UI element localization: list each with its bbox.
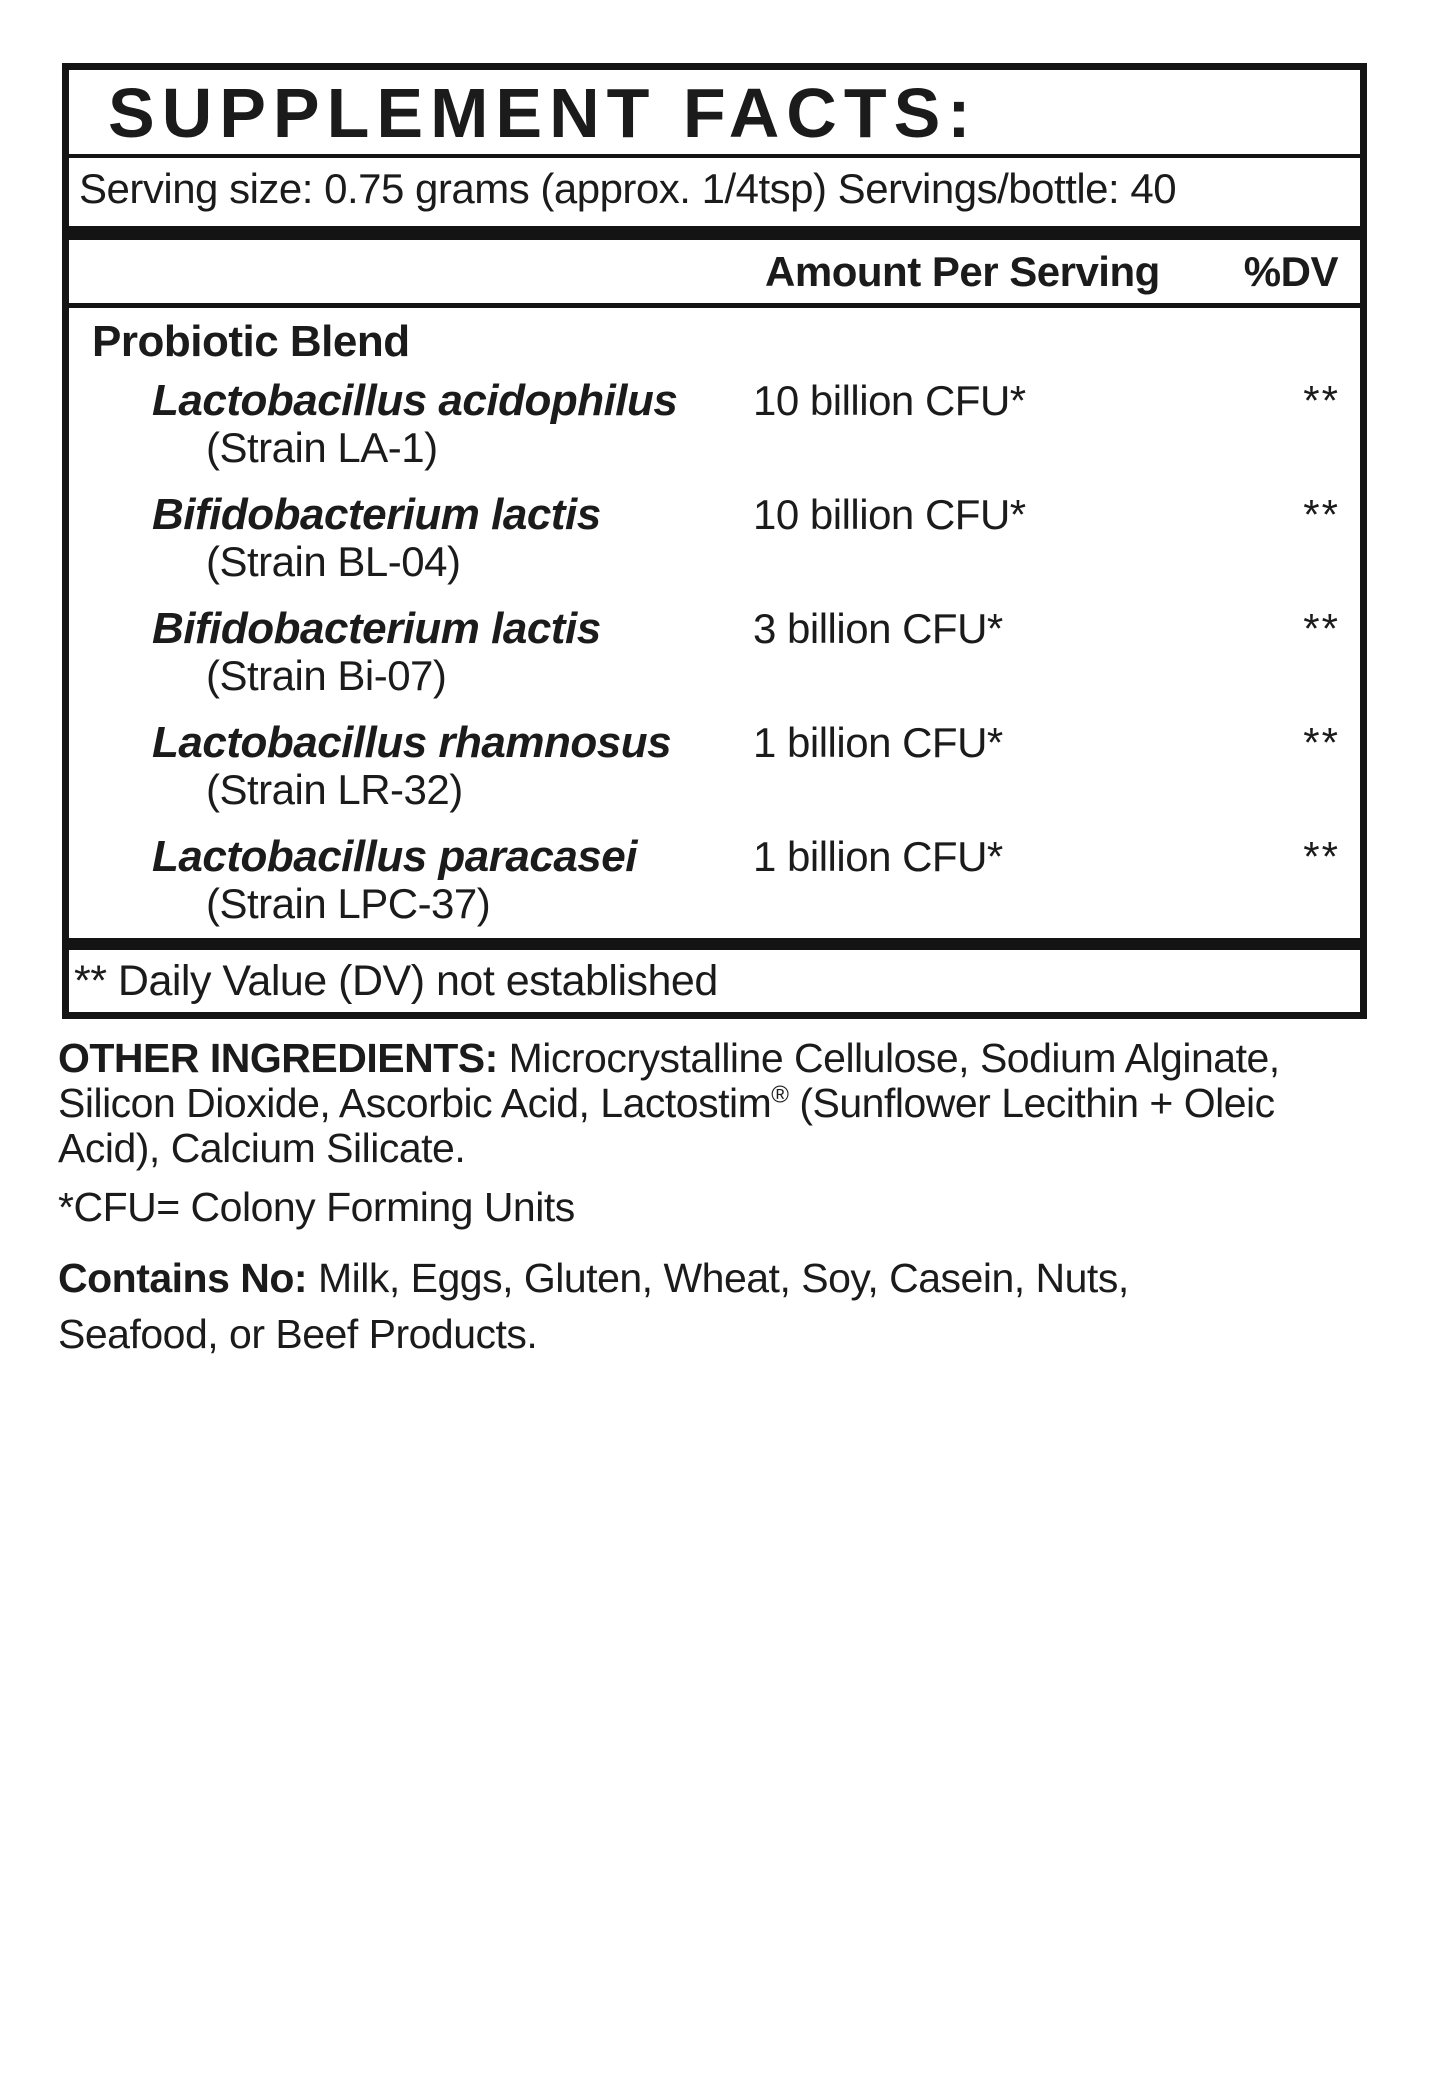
footnote-section	[69, 950, 1360, 1012]
supplement-facts-panel	[62, 63, 1367, 1019]
other-ingredients-paragraph	[58, 1036, 1418, 1171]
dv-value: **	[1303, 719, 1340, 766]
species-name: Lactobacillus paracasei	[152, 832, 637, 881]
ingredient-row	[92, 492, 1340, 584]
contains-no-label: Contains No:	[58, 1255, 308, 1301]
other-ingredients-text: Microcrystalline Cellulose, Sodium Alginate,	[497, 1035, 1280, 1081]
ingredient-row	[92, 378, 1340, 470]
amount-value: 3 billion CFU*	[753, 605, 1003, 652]
title-section	[69, 70, 1360, 158]
strain-name: (Strain LPC-37)	[206, 880, 491, 927]
ingredient-table-body	[69, 318, 1360, 950]
strain-name: (Strain BL-04)	[206, 538, 461, 585]
percent-dv-header: %DV	[1243, 248, 1338, 295]
other-ingredients-line-3: Acid), Calcium Silicate.	[58, 1125, 466, 1171]
amount-value: 10 billion CFU*	[753, 491, 1026, 538]
dv-footnote: ** Daily Value (DV) not established	[74, 957, 718, 1005]
serving-size-line: Serving size: 0.75 grams (approx. 1/4tsp) Servings/bottle: 40	[79, 165, 1177, 212]
amount-value: 10 billion CFU*	[753, 377, 1026, 424]
species-name: Lactobacillus rhamnosus	[152, 718, 672, 767]
amount-per-serving-header: Amount Per Serving	[765, 248, 1160, 295]
species-name: Bifidobacterium lactis	[152, 490, 601, 539]
ingredient-row	[92, 720, 1340, 812]
additional-info	[58, 1036, 1418, 1362]
blend-title: Probiotic Blend	[92, 317, 410, 366]
strain-name: (Strain Bi-07)	[206, 652, 447, 699]
other-ingredients-label: OTHER INGREDIENTS:	[58, 1035, 498, 1081]
dv-value: **	[1303, 833, 1340, 880]
registered-trademark-mark: ®	[771, 1081, 789, 1109]
contains-no-text: Milk, Eggs, Gluten, Wheat, Soy, Casein, Nuts,	[307, 1255, 1129, 1301]
other-ingredients-line-2	[58, 1081, 1418, 1126]
species-name: Lactobacillus acidophilus	[152, 376, 678, 425]
amount-value: 1 billion CFU*	[753, 719, 1003, 766]
contains-no-line-2: Seafood, or Beef Products.	[58, 1311, 538, 1357]
cfu-definition-note: *CFU= Colony Forming Units	[58, 1184, 575, 1230]
species-name: Bifidobacterium lactis	[152, 604, 601, 653]
strain-name: (Strain LR-32)	[206, 766, 463, 813]
panel-title: SUPPLEMENT FACTS:	[108, 74, 978, 152]
amount-value: 1 billion CFU*	[753, 833, 1003, 880]
ingredient-row	[92, 834, 1340, 926]
ingredient-row	[92, 606, 1340, 698]
other-ingredients-line-1	[58, 1036, 1418, 1081]
dv-value: **	[1303, 377, 1340, 424]
contains-no-paragraph	[58, 1250, 1418, 1362]
other-ingredients-text: (Sunflower Lecithin + Oleic	[788, 1080, 1275, 1126]
table-header-row	[69, 240, 1360, 308]
other-ingredients-text: Silicon Dioxide, Ascorbic Acid, Lactostim	[58, 1080, 772, 1126]
dv-value: **	[1303, 491, 1340, 538]
serving-section	[69, 158, 1360, 240]
dv-value: **	[1303, 605, 1340, 652]
contains-no-line-1	[58, 1250, 1418, 1306]
strain-name: (Strain LA-1)	[206, 424, 438, 471]
